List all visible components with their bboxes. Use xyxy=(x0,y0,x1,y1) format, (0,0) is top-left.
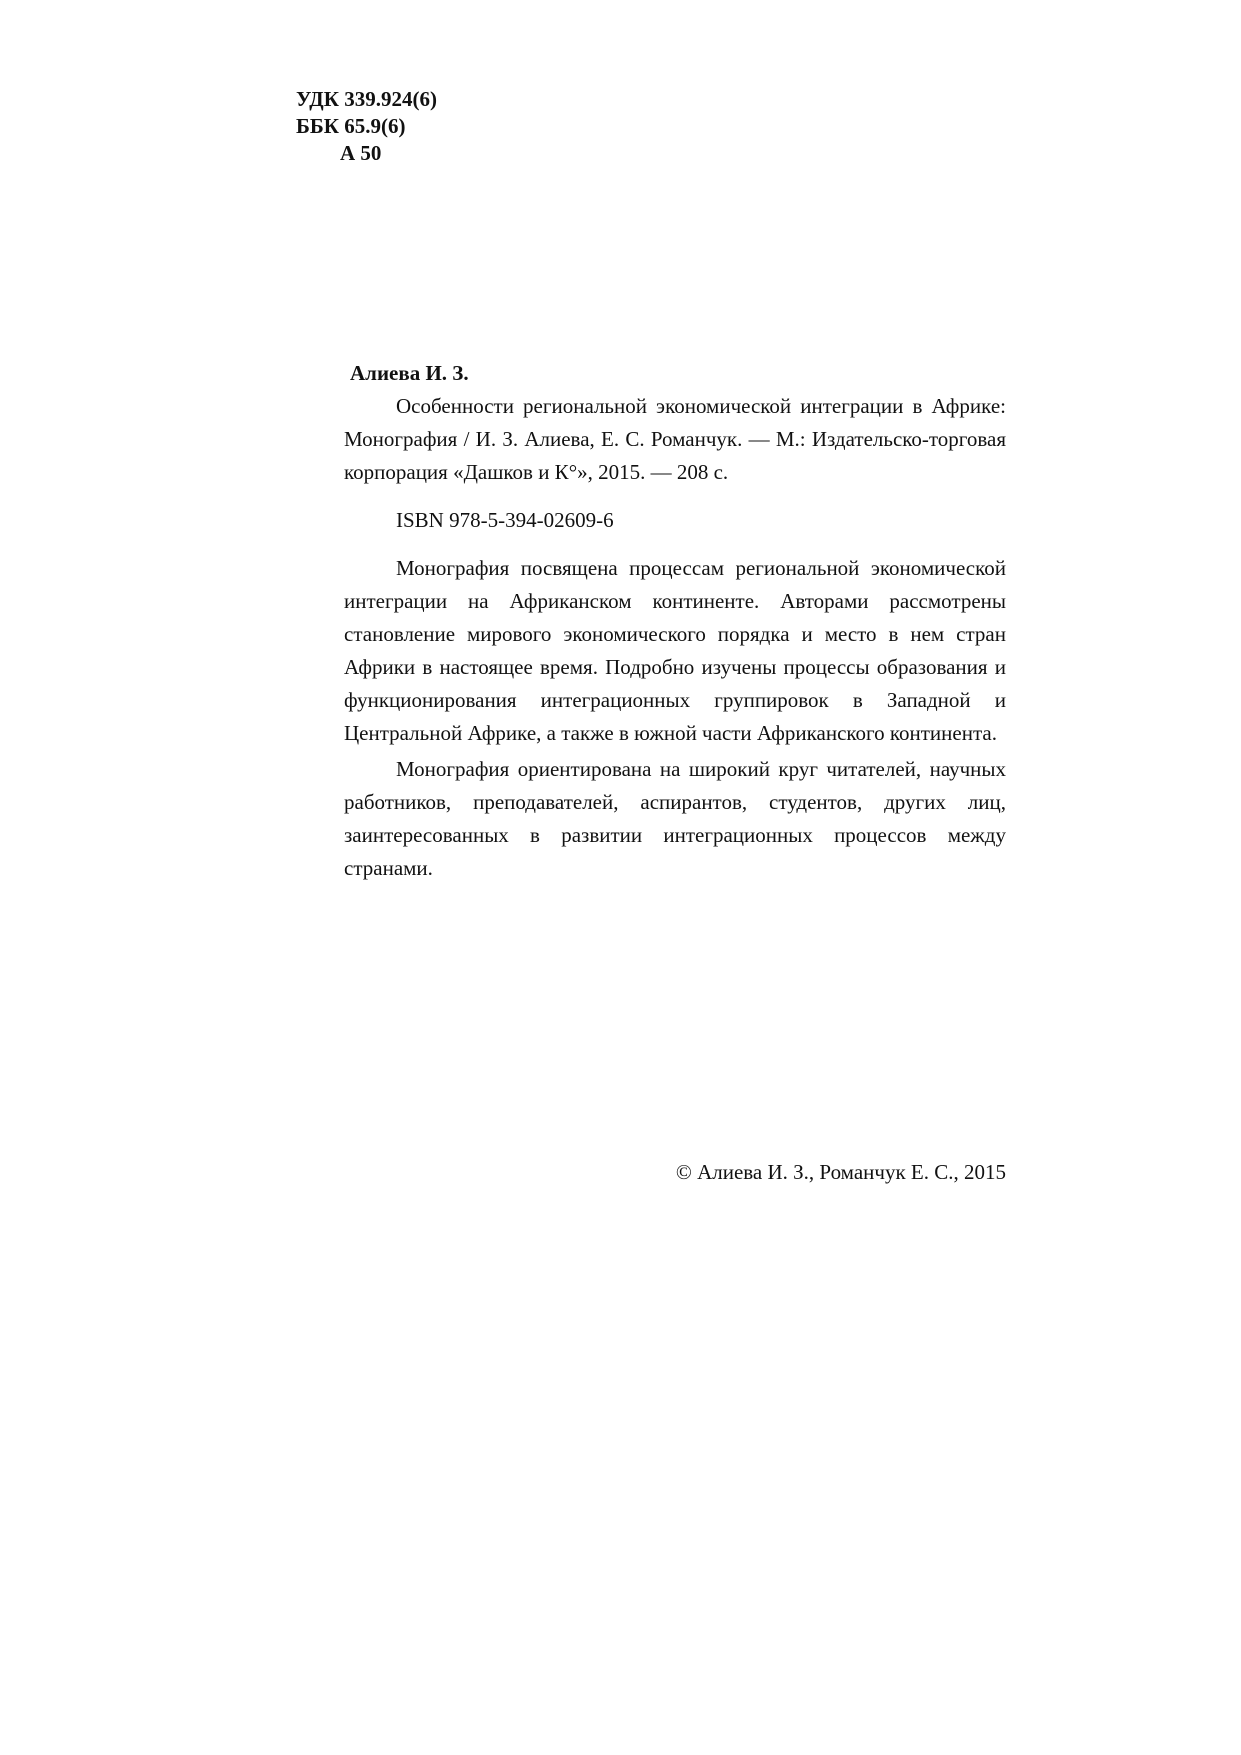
bibliographic-record-block xyxy=(344,390,1006,489)
abstract xyxy=(344,552,1006,885)
author-mark: А 50 xyxy=(340,141,382,165)
copyright-notice: © Алиева И. З., Романчук Е. С., 2015 xyxy=(675,1160,1006,1184)
isbn: ISBN 978-5-394-02609-6 xyxy=(396,508,614,532)
author-heading: Алиева И. З. xyxy=(350,361,469,385)
abstract-paragraph-1: Монография посвящена процессам региональной экономической интеграции на Африканском континенте. Авторами рассмотрены становление мирового экономического порядка и место в нем стран Африки в настоящее время. Подробно изучены процессы образования и функционирования интеграционных группировок в Западной и Центральной Африке, а также в южной части Африканского континента. xyxy=(344,556,1006,745)
bibliographic-record: Особенности региональной экономической интеграции в Африке: Монография / И. З. Алиева, Е. С. Романчук. — М.: Издательско-торговая корпорация «Дашков и К°», 2015. — 208 с. xyxy=(344,394,1006,484)
udk-code: УДК 339.924(6) xyxy=(296,87,437,111)
isbn-block xyxy=(344,504,1006,537)
bbk-code: ББК 65.9(6) xyxy=(296,114,406,138)
classification-codes xyxy=(296,86,437,167)
abstract-paragraph-2: Монография ориентирована на широкий круг читателей, научных работников, преподавателей, аспирантов, студентов, других лиц, заинтересованных в развитии интеграционных процессов между странами. xyxy=(344,757,1006,880)
